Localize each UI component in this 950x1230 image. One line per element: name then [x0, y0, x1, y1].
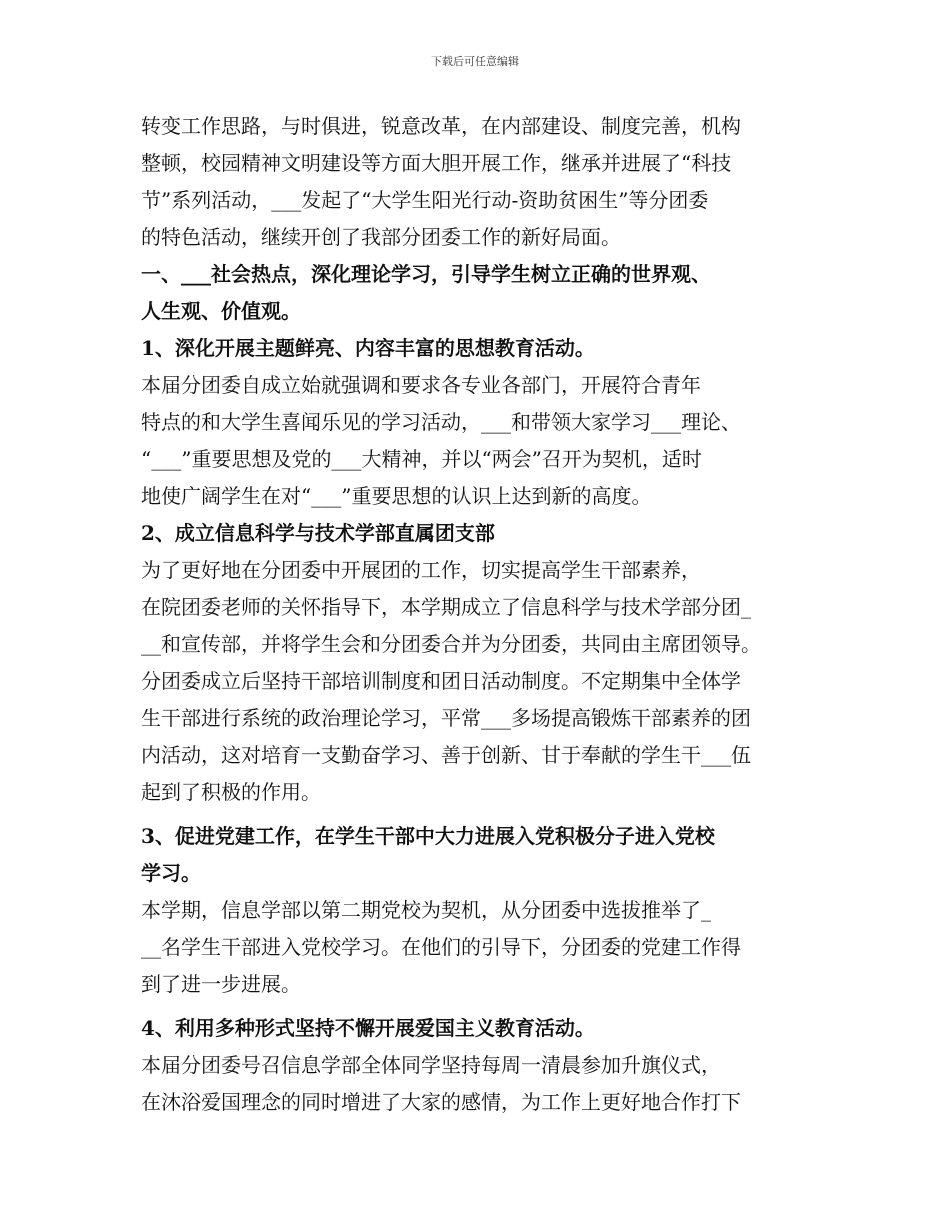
- text-line: 在沐浴爱国理念的同时增进了大家的感情，为工作上更好地合作打下: [141, 1090, 741, 1114]
- text-line: 本学期，信息学部以第二期党校为契机，从分团委中选拔推举了_: [141, 898, 711, 922]
- text-line: 转变工作思路，与时俱进，锐意改革，在内部建设、制度完善，机构: [141, 114, 741, 138]
- subsection-heading: 4、利用多种形式坚持不懈开展爱国主义教育活动。: [141, 1016, 595, 1040]
- text-line: 分团委成立后坚持干部培训制度和团日活动制度。不定期集中全体学: [141, 669, 741, 693]
- subsection-heading: 3、促进党建工作，在学生干部中大力进展入党积极分子进入党校: [141, 824, 715, 848]
- section-heading: 人生观、价值观。: [141, 299, 301, 323]
- text-line: __名学生干部进入党校学习。在他们的引导下，分团委的党建工作得: [141, 935, 741, 959]
- text-line: 本届分团委自成立始就强调和要求各专业各部门，开展符合青年: [141, 373, 701, 397]
- text-line: 在院团委老师的关怀指导下，本学期成立了信息科学与技术学部分团_: [141, 595, 751, 619]
- text-line: 为了更好地在分团委中开展团的工作，切实提高学生干部素养，: [141, 558, 701, 582]
- text-line: 整顿，校园精神文明建设等方面大胆开展工作，继承并进展了“科技: [141, 151, 732, 175]
- text-line: 的特色活动，继续开创了我部分团委工作的新好局面。: [141, 225, 621, 249]
- text-line: 起到了积极的作用。: [141, 780, 321, 804]
- text-line: 本届分团委号召信息学部全体同学坚持每周一清晨参加升旗仪式，: [141, 1053, 721, 1077]
- text-line: 节”系列活动，___发起了“大学生阳光行动-资助贫困生”等分团委: [141, 188, 709, 212]
- subsection-heading: 1、深化开展主题鲜亮、内容丰富的思想教育活动。: [141, 336, 595, 360]
- page-header-note: 下载后可任意编辑: [431, 55, 519, 68]
- text-line: 地使广阔学生在对“___”重要思想的认识上达到新的高度。: [141, 484, 652, 508]
- subsection-heading: 2、成立信息科学与技术学部直属团支部: [141, 521, 495, 545]
- text-line: “___”重要思想及党的___大精神，并以“两会”召开为契机，适时: [141, 447, 702, 471]
- text-line: __和宣传部，并将学生会和分团委合并为分团委，共同由主席团领导。: [141, 632, 761, 656]
- text-line: 特点的和大学生喜闻乐见的学习活动，___和带领大家学习___理论、: [141, 410, 741, 434]
- text-line: 生干部进行系统的政治理论学习，平常___多场提高锻炼干部素养的团: [141, 706, 751, 730]
- text-line: 内活动，这对培育一支勤奋学习、善于创新、甘于奉献的学生干___伍: [141, 743, 751, 767]
- section-heading: 一、___社会热点，深化理论学习，引导学生树立正确的世界观、: [141, 262, 711, 286]
- subsection-heading: 学习。: [141, 861, 201, 885]
- text-line: 到了进一步进展。: [141, 972, 301, 996]
